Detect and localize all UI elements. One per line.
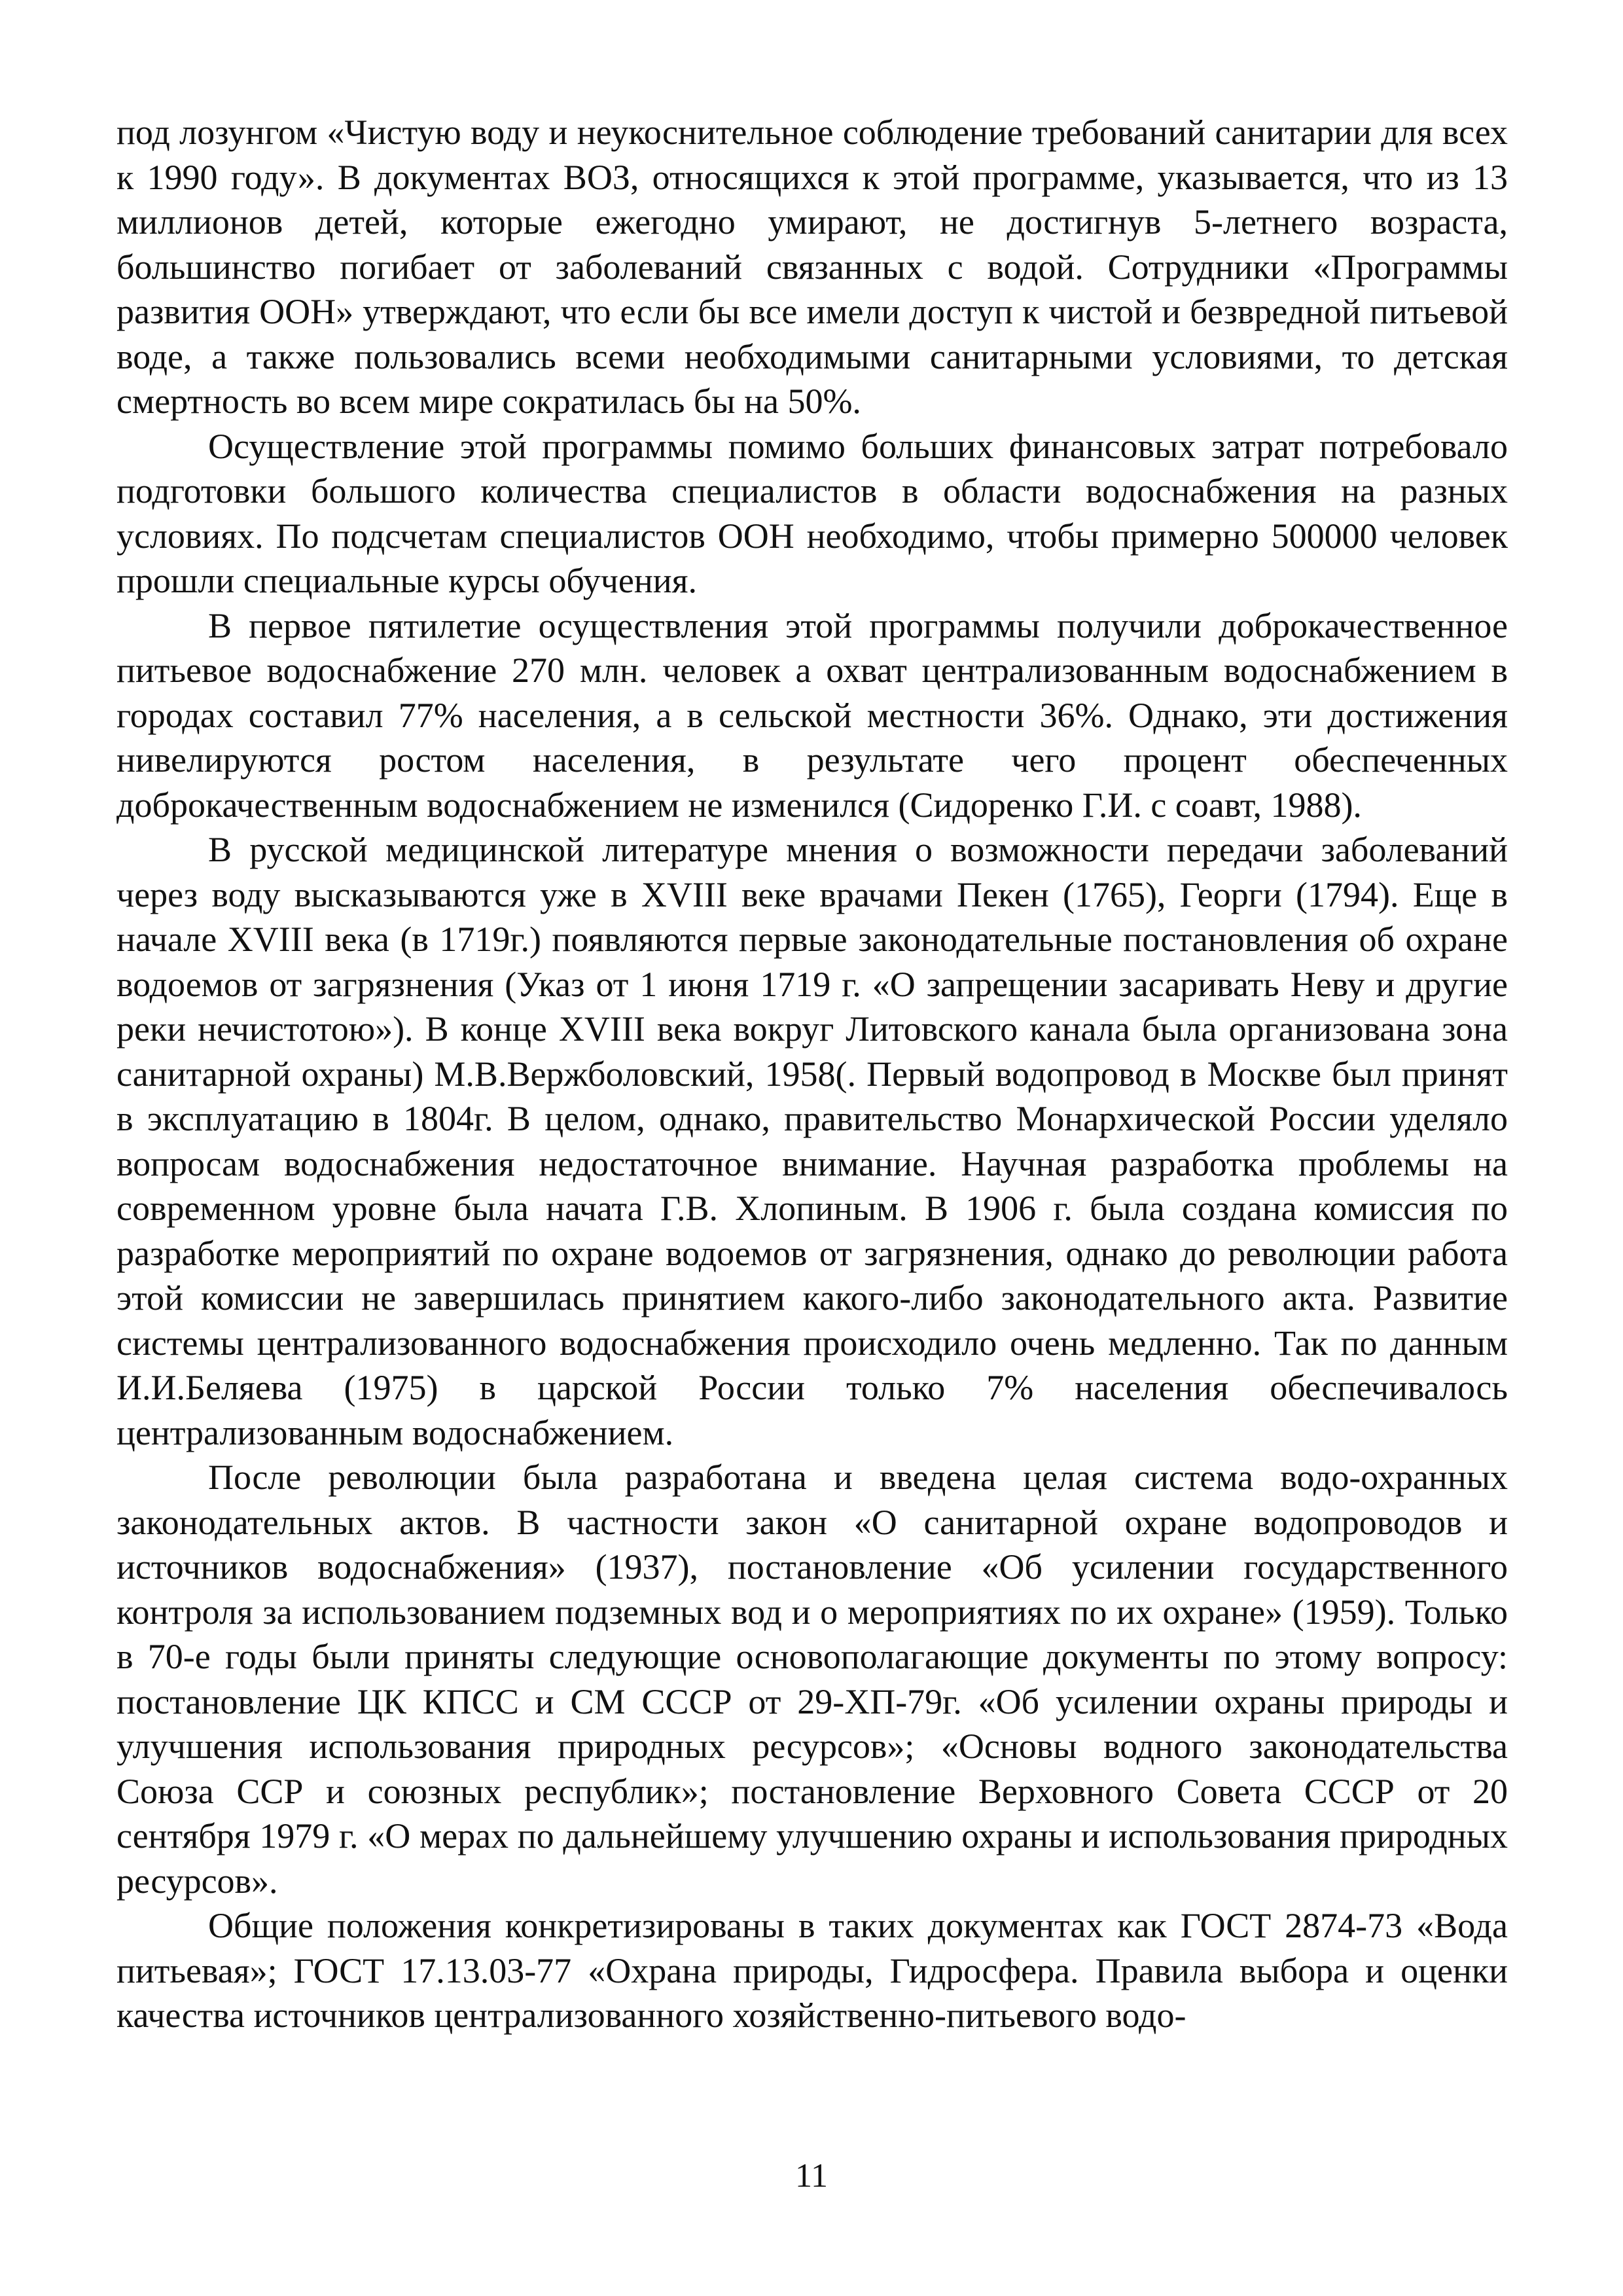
- paragraph-6: Общие положения конкретизированы в таких документах как ГОСТ 2874-73 «Вода питьевая»; ГОСТ 17.13.03-77 «Охрана природы, Гидросфера. Правила выбора и оценки качества источников централизованного хозяйственно-питьевого водо-: [116, 1906, 1508, 2035]
- paragraph-2: Осуществление этой программы помимо больших финансовых затрат потребовало подготовки большого количества специалистов в области водоснабжения на разных условиях. По подсчетам специалистов ООН необходимо, чтобы примерно 500000 человек прошли специальные курсы обучения.: [116, 426, 1508, 600]
- paragraph-1: под лозунгом «Чистую воду и неукоснительное соблюдение требований санитарии для всех к 1990 году». В документах ВОЗ, относящихся к этой программе, указывается, что из 13 миллионов детей, которые ежегодно умирают, не достигнув 5-летнего возраста, большинство погибает от заболеваний связанных с водой. Сотрудники «Программы развития ООН» утверждают, что если бы все имели доступ к чистой и безвредной питьевой воде, а также пользовались всеми необходимыми санитарными условиями, то детская смертность во всем мире сократилась бы на 50%.: [116, 113, 1508, 421]
- paragraph-3: В первое пятилетие осуществления этой программы получили доброкачественное питьевое водоснабжение 270 млн. человек а охват централизованным водоснабжением в городах составил 77% населения, а в сельской местности 36%. Однако, эти достижения нивелируются ростом населения, в результате чего процент обеспеченных доброкачественным водоснабжением не изменился (Сидоренко Г.И. с соавт, 1988).: [116, 605, 1508, 825]
- body-text: [116, 110, 1508, 2038]
- paragraph-4: В русской медицинской литературе мнения о возможности передачи заболеваний через воду высказываются уже в XVIII веке врачами Пекен (1765), Георги (1794). Еще в начале XVIII века (в 1719г.) появляются первые законодательные постановления об охране водоемов от загрязнения (Указ от 1 июня 1719 г. «О запрещении засаривать Неву и другие реки нечистотою»). В конце XVIII века вокруг Литовского канала была организована зона санитарной охраны) М.В.Вержболовский, 1958(. Первый водопровод в Москве был принят в эксплуатацию в 1804г. В целом, однако, правительство Монархической России уделяло вопросам водоснабжения недостаточное внимание. Научная разработка проблемы на современном уровне была начата Г.В. Хлопиным. В 1906 г. была создана комиссия по разработке мероприятий по охране водоемов от загрязнения, однако до революции работа этой комиссии не завершилась принятием какого-либо законодательного акта. Развитие системы централизованного водоснабжения происходило очень медленно. Так по данным И.И.Беляева (1975) в царской России только 7% населения обеспечивалось централизованным водоснабжением.: [116, 830, 1508, 1452]
- paragraph-5: После революции была разработана и введена целая система водо-охранных законодательных актов. В частности закон «О санитарной охране водопроводов и источников водоснабжения» (1937), постановление «Об усилении государственного контроля за использованием подземных вод и о мероприятиях по их охране» (1959). Только в 70-е годы были приняты следующие основополагающие документы по этому вопросу: постановление ЦК КПСС и СМ СССР от 29-ХП-79г. «Об усилении охраны природы и улучшения использования природных ресурсов»; «Основы водного законодательства Союза ССР и союзных республик»; постановление Верховного Совета СССР от 20 сентября 1979 г. «О мерах по дальнейшему улучшению охраны и использования природных ресурсов».: [116, 1458, 1508, 1901]
- page-number: 11: [794, 2157, 829, 2195]
